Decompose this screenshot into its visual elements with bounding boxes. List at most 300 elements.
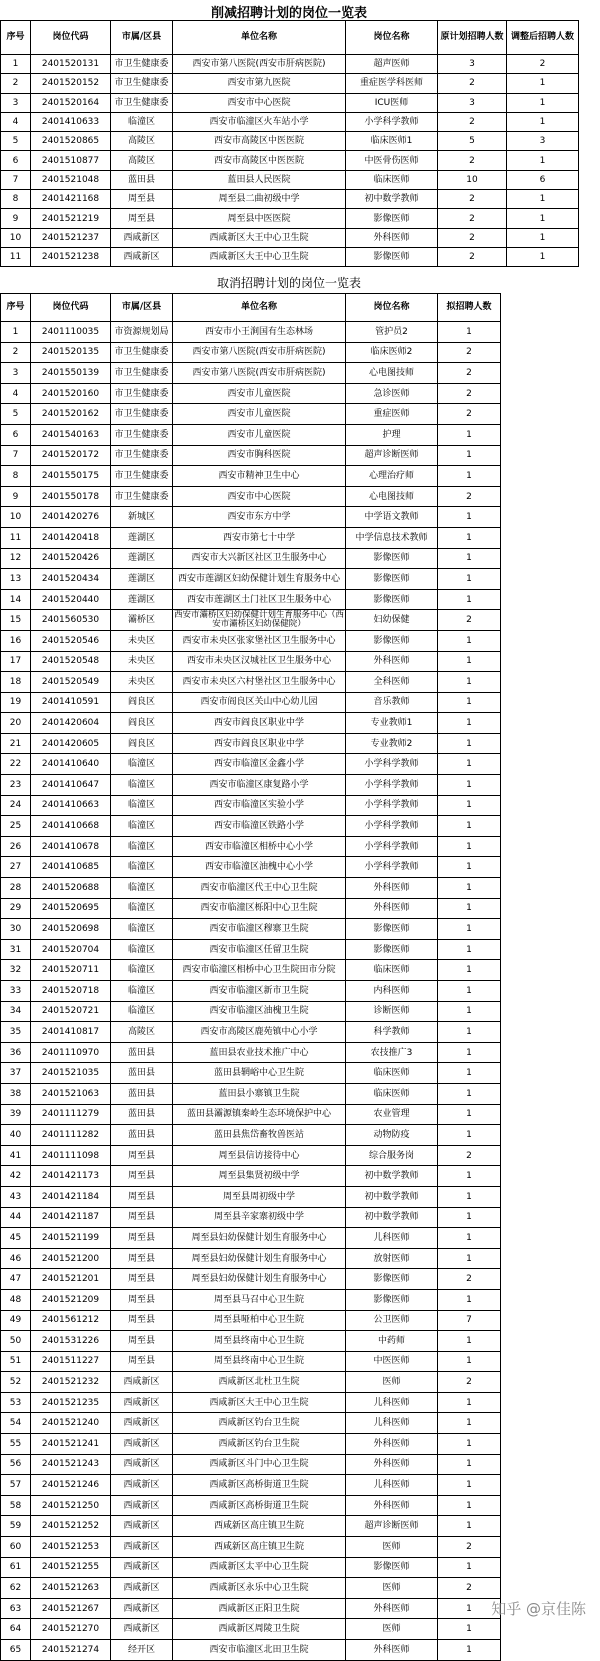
table-cell: 55 [1, 1434, 31, 1455]
table-cell: 52 [1, 1372, 31, 1393]
table-cell: 1 [438, 1001, 501, 1022]
table-cell: 西安市临潼区实验小学 [173, 795, 346, 816]
table-cell: 管护员2 [346, 322, 438, 343]
table-row [1, 1537, 501, 1558]
table-row [1, 692, 501, 713]
table-cell: 2401521232 [31, 1372, 111, 1393]
table-cell: 1 [438, 1640, 501, 1661]
table-row [1, 228, 579, 247]
table-cell: 市卫生健康委 [111, 486, 173, 507]
table-cell: 2401521253 [31, 1537, 111, 1558]
table-cell: 61 [1, 1557, 31, 1578]
table-cell: 蓝田县焦岱畜牧兽医站 [173, 1125, 346, 1146]
table-cell: 西咸新区 [111, 1557, 173, 1578]
table-cell: 西安市中心医院 [173, 486, 346, 507]
table-cell: 周至县信访接待中心 [173, 1145, 346, 1166]
table-cell: 2401521240 [31, 1413, 111, 1434]
table-cell: 临床医师 [346, 1063, 438, 1084]
table-cell: 全科医师 [346, 672, 438, 693]
table-cell: 2 [438, 74, 507, 93]
table-cell: 1 [438, 527, 501, 548]
table-cell: 1 [507, 112, 579, 131]
table-cell: 周至县终南中心卫生院 [173, 1351, 346, 1372]
table-row [1, 651, 501, 672]
table-row [1, 247, 579, 266]
table-cell: 西咸新区 [111, 1454, 173, 1475]
table-cell: 2401521048 [31, 170, 111, 189]
table-cell: 1 [438, 733, 501, 754]
table-cell: 7 [1, 170, 31, 189]
table-cell: 34 [1, 1001, 31, 1022]
table-cell: 41 [1, 1145, 31, 1166]
table-cell: 临潼区 [111, 775, 173, 796]
table-row [1, 816, 501, 837]
table-cell: 1 [507, 74, 579, 93]
table-cell: 阎良区 [111, 733, 173, 754]
table-cell: 2401521201 [31, 1269, 111, 1290]
table-row [1, 1372, 501, 1393]
table-cell: 西咸新区 [111, 1372, 173, 1393]
table-cell: 1 [1, 55, 31, 74]
table-cell: 1 [438, 1413, 501, 1434]
table-cell: 临床医师 [346, 1083, 438, 1104]
table-cell: 2401410640 [31, 754, 111, 775]
table-cell: 2 [438, 1372, 501, 1393]
table-cell: 外科医师 [346, 878, 438, 899]
table-cell: 外科医师 [346, 1598, 438, 1619]
table-cell: 外科医师 [346, 228, 438, 247]
table-cell: 47 [1, 1269, 31, 1290]
table-cell: 西咸新区大王中心卫生院 [173, 1392, 346, 1413]
table-cell: 临潼区 [111, 112, 173, 131]
table-cell: 小学科学教师 [346, 112, 438, 131]
table-cell: 2401520711 [31, 960, 111, 981]
table-cell: 西安市第八医院(西安市肝病医院) [173, 55, 346, 74]
table-cell: 2 [438, 1145, 501, 1166]
table-cell: 西安市临潼区相桥中心小学 [173, 836, 346, 857]
table-cell: 2401410591 [31, 692, 111, 713]
table-cell: 2401520162 [31, 404, 111, 425]
table-cell: 儿科医师 [346, 1228, 438, 1249]
table-cell: 1 [438, 1022, 501, 1043]
table-cell: 西安市第八医院(西安市肝病医院) [173, 342, 346, 363]
table-cell: 3 [1, 363, 31, 384]
table-cell: 14 [1, 589, 31, 610]
table-cell: 农业管理 [346, 1104, 438, 1125]
column-header: 单位名称 [173, 21, 346, 55]
table-cell: 小学科学教师 [346, 816, 438, 837]
table-cell: 影像医师 [346, 209, 438, 228]
table-row [1, 610, 501, 631]
table-cell: 市卫生健康委 [111, 74, 173, 93]
table-cell: 专业教师2 [346, 733, 438, 754]
table-cell: 2 [1, 74, 31, 93]
table-cell: 西安市临潼区康复路小学 [173, 775, 346, 796]
table-row [1, 1125, 501, 1146]
table-cell: 1 [438, 1475, 501, 1496]
table-cell: 西咸新区 [111, 1619, 173, 1640]
table-row [1, 1083, 501, 1104]
table-cell: 2401561212 [31, 1310, 111, 1331]
table-cell: 西咸新区钓台卫生院 [173, 1434, 346, 1455]
table-cell: 医师 [346, 1578, 438, 1599]
table-cell: 临潼区 [111, 960, 173, 981]
table-cell: 2401521243 [31, 1454, 111, 1475]
table-row [1, 1104, 501, 1125]
table-cell: 46 [1, 1248, 31, 1269]
table-cell: 西安市莲湖区土门社区卫生服务中心 [173, 589, 346, 610]
table-cell: 市卫生健康委 [111, 404, 173, 425]
table-cell: 2 [438, 1269, 501, 1290]
table-cell: 诊断医师 [346, 1001, 438, 1022]
table-row [1, 981, 501, 1002]
table-cell: 西咸新区太平中心卫生院 [173, 1557, 346, 1578]
table-cell: 2401521270 [31, 1619, 111, 1640]
table-cell: 2401111279 [31, 1104, 111, 1125]
table-cell: 2401521237 [31, 228, 111, 247]
table-cell: 市卫生健康委 [111, 445, 173, 466]
table-cell: 儿科医师 [346, 1392, 438, 1413]
table-cell: 30 [1, 919, 31, 940]
table-cell: 2401550139 [31, 363, 111, 384]
table-row [1, 466, 501, 487]
column-header: 岗位代码 [31, 21, 111, 55]
table-cell: 西咸新区永乐中心卫生院 [173, 1578, 346, 1599]
table-cell: 38 [1, 1083, 31, 1104]
table-cell: 2401410817 [31, 1022, 111, 1043]
table-cell: 1 [438, 672, 501, 693]
table-cell: 中医骨伤医师 [346, 151, 438, 170]
table-cell: 外科医师 [346, 1640, 438, 1661]
table-cell: 2 [438, 1578, 501, 1599]
reduced-positions-table [0, 20, 579, 267]
table-cell: 2401520135 [31, 342, 111, 363]
table-cell: 高陵区 [111, 1022, 173, 1043]
table-cell: 2 [507, 55, 579, 74]
table-row [1, 55, 579, 74]
table-cell: 1 [438, 1331, 501, 1352]
table-cell: 2401510877 [31, 151, 111, 170]
table-cell: 西咸新区 [111, 1413, 173, 1434]
table-row [1, 486, 501, 507]
table-cell: 阎良区 [111, 692, 173, 713]
table-cell: 1 [438, 1516, 501, 1537]
table-cell: 临床医师 [346, 960, 438, 981]
table-row [1, 445, 501, 466]
table-cell: 5 [1, 404, 31, 425]
table-cell: 周至县 [111, 1351, 173, 1372]
table-cell: 1 [438, 1454, 501, 1475]
table-cell: 2401520865 [31, 132, 111, 151]
table-cell: 1 [438, 939, 501, 960]
table-cell: 2401511227 [31, 1351, 111, 1372]
table-cell: 16 [1, 630, 31, 651]
table-cell: 1 [438, 1434, 501, 1455]
table-cell: 西安市小王涧国有生态林场 [173, 322, 346, 343]
table-row [1, 170, 579, 189]
table-cell: 56 [1, 1454, 31, 1475]
table-cell: 小学科学教师 [346, 775, 438, 796]
table-row [1, 1063, 501, 1084]
table-cell: 临潼区 [111, 898, 173, 919]
table-cell: 专业教师1 [346, 713, 438, 734]
table-cell: 蓝田县 [111, 1042, 173, 1063]
table-cell: 48 [1, 1289, 31, 1310]
table-cell: 周至县 [111, 1145, 173, 1166]
table-row [1, 1289, 501, 1310]
table-row [1, 151, 579, 170]
table-cell: 西咸新区 [111, 1392, 173, 1413]
table-cell: 1 [438, 795, 501, 816]
table-cell: 1 [438, 1042, 501, 1063]
table-row [1, 1145, 501, 1166]
table-cell: 2401420276 [31, 507, 111, 528]
table-cell: 西咸新区高庄镇卫生院 [173, 1516, 346, 1537]
table-cell: 2401421173 [31, 1166, 111, 1187]
table-row [1, 1248, 501, 1269]
table-cell: 2401521200 [31, 1248, 111, 1269]
table-row [1, 1434, 501, 1455]
table-row [1, 1516, 501, 1537]
table-cell: 1 [1, 322, 31, 343]
table-cell: 36 [1, 1042, 31, 1063]
table-row [1, 342, 501, 363]
table-cell: 西咸新区大王中心卫生院 [173, 228, 346, 247]
table-cell: 2401540163 [31, 424, 111, 445]
table-cell: 经开区 [111, 1640, 173, 1661]
table-cell: 西安市大兴新区社区卫生服务中心 [173, 548, 346, 569]
table-cell: 23 [1, 775, 31, 796]
table-cell: 西咸新区 [111, 1475, 173, 1496]
table-cell: 西咸新区高庄镇卫生院 [173, 1537, 346, 1558]
table-cell: 25 [1, 816, 31, 837]
table-row [1, 589, 501, 610]
table-row [1, 1207, 501, 1228]
table-cell: 周至县妇幼保健计划生育服务中心 [173, 1248, 346, 1269]
table-cell: 10 [1, 507, 31, 528]
table-cell: 19 [1, 692, 31, 713]
table-cell: 周至县 [111, 1186, 173, 1207]
table-row [1, 548, 501, 569]
table-cell: 急诊医师 [346, 383, 438, 404]
table-cell: 西安市阎良区关山中心幼儿园 [173, 692, 346, 713]
table-cell: 2401560530 [31, 610, 111, 631]
table-cell: 临潼区 [111, 836, 173, 857]
table-cell: 周至县终南中心卫生院 [173, 1331, 346, 1352]
table-cell: 西咸新区周陵卫生院 [173, 1619, 346, 1640]
table-cell: 33 [1, 981, 31, 1002]
table-cell: 1 [507, 228, 579, 247]
column-header: 岗位名称 [346, 294, 438, 322]
table-cell: 西安市儿童医院 [173, 404, 346, 425]
table-cell: 影像医师 [346, 589, 438, 610]
table-cell: 市资源规划局 [111, 322, 173, 343]
table-cell: 蓝田县农业技术推广中心 [173, 1042, 346, 1063]
table-cell: 27 [1, 857, 31, 878]
table-cell: 49 [1, 1310, 31, 1331]
table-row [1, 1228, 501, 1249]
table-cell: 市卫生健康委 [111, 466, 173, 487]
table-cell: 60 [1, 1537, 31, 1558]
column-header: 拟招聘人数 [438, 294, 501, 322]
table-cell: 西咸新区 [111, 247, 173, 266]
table-cell: 62 [1, 1578, 31, 1599]
table-row [1, 1392, 501, 1413]
table-cell: 1 [438, 713, 501, 734]
table-cell: 1 [438, 1125, 501, 1146]
table-cell: 临潼区 [111, 754, 173, 775]
table-cell: 2401521267 [31, 1598, 111, 1619]
table-cell: 初中数学教师 [346, 190, 438, 209]
table-cell: 1 [438, 1619, 501, 1640]
table-row [1, 363, 501, 384]
table-cell: 周至县集贤初级中学 [173, 1166, 346, 1187]
table-cell: 2401520721 [31, 1001, 111, 1022]
table-cell: 8 [1, 466, 31, 487]
table-cell: 西安市临潼区油槐中心小学 [173, 857, 346, 878]
watermark: 知乎 @京佳陈 [491, 1600, 586, 1618]
table-cell: 2401520695 [31, 898, 111, 919]
table-cell: 莲湖区 [111, 589, 173, 610]
table-cell: 莲湖区 [111, 527, 173, 548]
table-cell: 影像医师 [346, 548, 438, 569]
table-cell: 8 [1, 190, 31, 209]
column-header: 市属/区县 [111, 21, 173, 55]
table-cell: 科学教师 [346, 1022, 438, 1043]
table-row [1, 112, 579, 131]
table-cell: 临潼区 [111, 857, 173, 878]
table-row [1, 383, 501, 404]
table-cell: 2401110970 [31, 1042, 111, 1063]
table-cell: 周至县妇幼保健计划生育服务中心 [173, 1228, 346, 1249]
table-cell: 7 [1, 445, 31, 466]
table-cell: 西安市中心医院 [173, 93, 346, 112]
table-cell: 灞桥区 [111, 610, 173, 631]
table-cell: 2 [438, 228, 507, 247]
table-cell: 心理治疗师 [346, 466, 438, 487]
column-header: 市属/区县 [111, 294, 173, 322]
table-cell: 超声诊断医师 [346, 1516, 438, 1537]
table-cell: 51 [1, 1351, 31, 1372]
table-row [1, 754, 501, 775]
table-cell: 2401521063 [31, 1083, 111, 1104]
table-cell: 西咸新区北杜卫生院 [173, 1372, 346, 1393]
table-cell: 阎良区 [111, 713, 173, 734]
table-cell: 2 [438, 209, 507, 228]
table-cell: 2401520160 [31, 383, 111, 404]
table-cell: 蓝田县辋峪中心卫生院 [173, 1063, 346, 1084]
table-cell: 7 [438, 1310, 501, 1331]
table-row [1, 1310, 501, 1331]
table-cell: 中学语文教师 [346, 507, 438, 528]
table-row [1, 209, 579, 228]
table-cell: 外科医师 [346, 1454, 438, 1475]
table-cell: 2401531226 [31, 1331, 111, 1352]
table-cell: 市卫生健康委 [111, 424, 173, 445]
table-cell: 临潼区 [111, 939, 173, 960]
table-cell: 2401410668 [31, 816, 111, 837]
table-cell: 2401520688 [31, 878, 111, 899]
table-cell: 初中数学教师 [346, 1166, 438, 1187]
table-cell: 周至县 [111, 1166, 173, 1187]
table-cell: 2 [438, 1537, 501, 1558]
table-cell: 63 [1, 1598, 31, 1619]
table-cell: 初中数学教师 [346, 1207, 438, 1228]
table-cell: 西安市胸科医院 [173, 445, 346, 466]
table-cell: 西安市临潼区任留卫生院 [173, 939, 346, 960]
table-cell: 2401110035 [31, 322, 111, 343]
table-cell: 1 [438, 424, 501, 445]
table-cell: 2 [438, 342, 501, 363]
table-cell: 2 [438, 404, 501, 425]
table-cell: 2 [438, 190, 507, 209]
table-cell: 2401421168 [31, 190, 111, 209]
table-cell: 1 [438, 775, 501, 796]
table-row [1, 1557, 501, 1578]
table-cell: 2401421187 [31, 1207, 111, 1228]
table-cell: 32 [1, 960, 31, 981]
column-header: 岗位代码 [31, 294, 111, 322]
table-cell: 1 [438, 1392, 501, 1413]
table-cell: 未央区 [111, 630, 173, 651]
table-cell: 周至县 [111, 1248, 173, 1269]
table-cell: 西咸新区高桥街道卫生院 [173, 1475, 346, 1496]
table-cell: 周至县 [111, 1289, 173, 1310]
table-cell: 西安市儿童医院 [173, 383, 346, 404]
table-cell: 西安市临潼区油槐卫生院 [173, 1001, 346, 1022]
table-row [1, 132, 579, 151]
table-row [1, 1331, 501, 1352]
table-cell: 1 [438, 507, 501, 528]
table-cell: 2401521250 [31, 1495, 111, 1516]
column-header: 序号 [1, 294, 31, 322]
table-cell: 2401520698 [31, 919, 111, 940]
table-cell: 2401410633 [31, 112, 111, 131]
table-cell: 西咸新区 [111, 1578, 173, 1599]
table-cell: 影像医师 [346, 630, 438, 651]
table-cell: 6 [1, 151, 31, 170]
table-row [1, 1042, 501, 1063]
table-cell: 高陵区 [111, 151, 173, 170]
table-cell: 周至县 [111, 209, 173, 228]
table-cell: 45 [1, 1228, 31, 1249]
table-cell: ICU医师 [346, 93, 438, 112]
table-cell: 市卫生健康委 [111, 342, 173, 363]
table-row [1, 507, 501, 528]
table-cell: 综合服务岗 [346, 1145, 438, 1166]
table-row [1, 1495, 501, 1516]
table-cell: 1 [438, 445, 501, 466]
table-cell: 58 [1, 1495, 31, 1516]
table-cell: 3 [438, 93, 507, 112]
table-cell: 2401420605 [31, 733, 111, 754]
table-cell: 西安市第七十中学 [173, 527, 346, 548]
table-cell: 蓝田县灞源镇秦岭生态环境保护中心 [173, 1104, 346, 1125]
table-header-row [1, 21, 579, 55]
table-cell: 周至县 [111, 1331, 173, 1352]
table-row [1, 93, 579, 112]
table-cell: 蓝田县人民医院 [173, 170, 346, 189]
table-cell: 2401420604 [31, 713, 111, 734]
table-cell: 1 [438, 1495, 501, 1516]
table-cell: 22 [1, 754, 31, 775]
table-cell: 10 [1, 228, 31, 247]
table-cell: 临潼区 [111, 816, 173, 837]
table-cell: 周至县辛家寨初级中学 [173, 1207, 346, 1228]
table-row [1, 569, 501, 590]
table-cell: 1 [438, 548, 501, 569]
table-cell: 周至县 [111, 1269, 173, 1290]
